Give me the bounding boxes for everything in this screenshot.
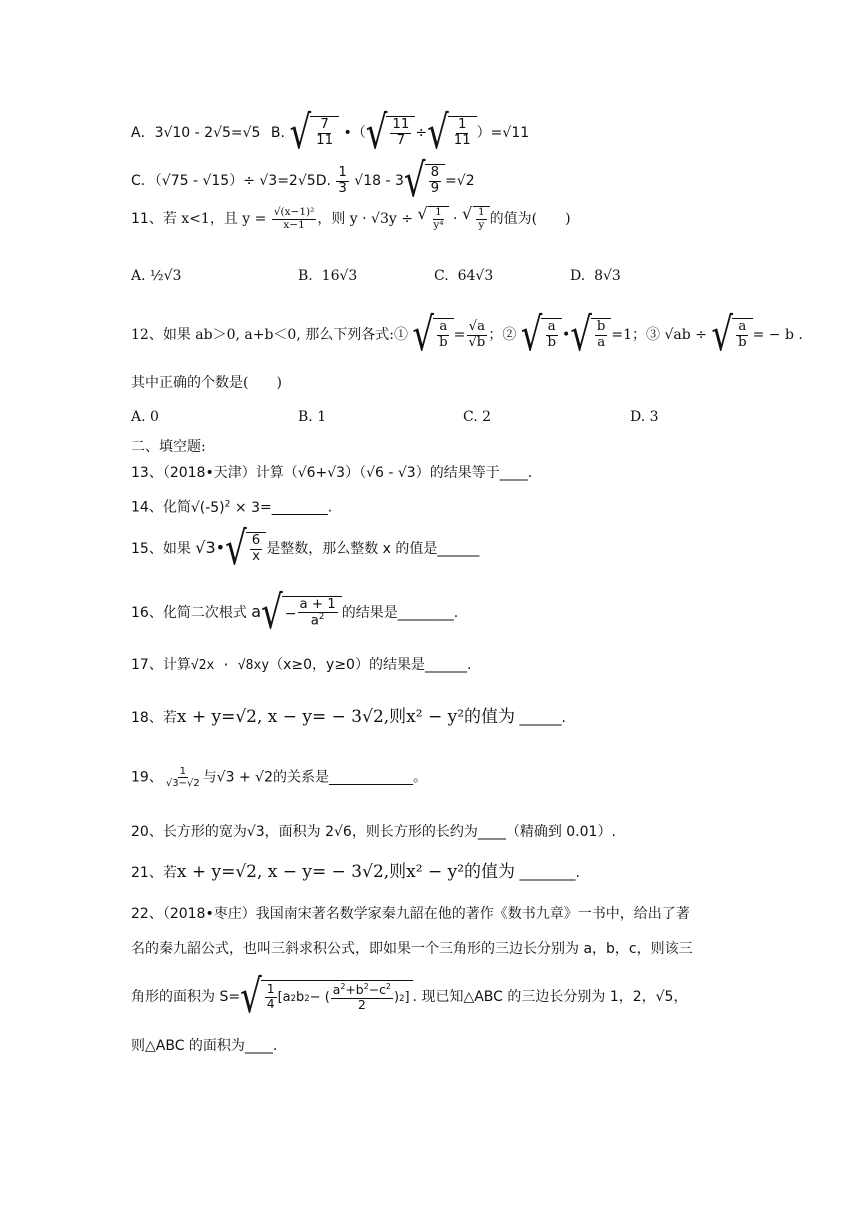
q11-option-b: B. 16√3 [298, 268, 358, 284]
q13-mid: ）（ [345, 465, 367, 481]
q12-option-c: C. 2 [463, 409, 492, 425]
q21-suffix: ________. [519, 865, 580, 881]
q11-y-def: y = $\frac{\text{√(x−1)²}}{x-1}$ [242, 206, 315, 231]
q17-suffix: （x≥0，y≥0）的结果是______. [269, 657, 472, 673]
q12-option-b: B. 1 [298, 409, 327, 425]
q12-stem: 12、如果 ab＞0, a+b＜0, 那么下列各式:① √ $\frac{a}{b}$ = $\frac{√a}{√b}$ ；② √ $\frac{a}{b}$ • √ $\frac{b}{a}$ =1；③ √ab ÷ √ $\frac{a}{b}$ = − b . [131, 308, 803, 362]
q11-option-c: C. 64√3 [434, 268, 494, 284]
q18-suffix: ______. [519, 710, 566, 726]
q12-expr2a: √ $\frac{a}{b}$ [521, 318, 562, 352]
q18-line [131, 707, 566, 728]
q17-prefix: 17、计算 [131, 657, 191, 673]
q15-expr: √3• [195, 538, 226, 557]
q10-option-d-rest: √18 - 3 [354, 173, 404, 189]
q12-expr3: √ab ÷ [664, 327, 712, 343]
q17-expr: √2x · √8xy [190, 658, 270, 673]
q13-expr2: √6 - √3 [366, 465, 416, 481]
q22-formula: √ $\frac{1}{4}$ [a 2 b 2 − ( $\frac{a^2+b^2-c^2}{2}$ ) 2 ] [240, 980, 412, 1014]
q19-prefix: 19、 [131, 769, 163, 786]
q22-line1: 22、（2018•枣庄）我国南宋著名数学家秦九韶在他的著作《数书九章》一书中，给出了著 [131, 906, 690, 922]
q10-line1 [131, 106, 530, 160]
q16-line [131, 586, 459, 640]
q13-line [131, 463, 532, 483]
q10-line2 [131, 154, 475, 208]
q10-option-d-frac: $\frac{1}{3}$ [338, 164, 347, 196]
q16-suffix: 的结果是________. [341, 605, 459, 621]
q13-expr1: √6+√3 [297, 465, 346, 481]
q11-option-a: A. ½√3 [131, 268, 182, 284]
q12-end: = − b . [752, 327, 803, 343]
q21-expr: x + y=√2, x − y= − 3√2,则x² − y²的值为 [176, 862, 516, 882]
q15-suffix: 是整数，那么整数 x 的值是______ [266, 541, 480, 557]
q12-prefix: 12、如果 ab＞0, a+b＜0, 那么下列各式:① [131, 327, 408, 343]
q12-expr3-radical: √ $\frac{a}{b}$ [711, 318, 752, 352]
q11-condition: x<1，且 [181, 211, 238, 228]
q22-line3 [131, 970, 688, 1024]
q11-tail: 的值为( ) [489, 211, 571, 228]
q19-mid: 与√3 + √2的关系是 [202, 769, 329, 786]
q16-expr: a [251, 602, 262, 621]
q22-line2: 名的秦九韶公式，也叫三斜求积公式，即如果一个三角形的三边长分别为 a，b，c，则该三 [131, 941, 693, 957]
q12-option-d: D. 3 [630, 409, 659, 425]
q15-radical: √ $\frac{6}{x}$ [225, 532, 266, 566]
q11-stem [131, 206, 571, 231]
q18-expr: x + y=√2, x − y= − 3√2,则x² − y²的值为 [176, 707, 516, 727]
q14-line [131, 494, 332, 518]
q16-radical: √ − $\frac{a + 1}{a^2}$ [261, 596, 342, 630]
q15-line [131, 522, 480, 576]
q12-sep2: =1；③ [611, 327, 661, 343]
q11-then: ，则 [317, 211, 346, 228]
q12-expr2b: √ $\frac{b}{a}$ [570, 318, 611, 352]
q14-suffix: =________. [259, 499, 333, 516]
q15-prefix: 15、如果 [131, 541, 191, 557]
q11-option-d: D. 8√3 [570, 268, 621, 284]
q13-suffix: ）的结果等于____. [415, 465, 533, 481]
q10-option-a: A．3√10 - 2√5=√5 [131, 125, 261, 141]
q19-line [131, 766, 427, 789]
q11-number: 11、若 [131, 211, 177, 228]
q21-prefix: 21、若 [131, 865, 177, 881]
q22-line4: 则△ABC 的面积为____. [131, 1038, 278, 1054]
q21-line [131, 862, 580, 883]
section-fill-in-title: 二、填空题: [131, 439, 206, 455]
q19-suffix: ____________。 [328, 769, 427, 786]
q12-question: 其中正确的个数是( ) [131, 375, 282, 391]
q10-option-b-label: B. [270, 125, 285, 141]
q14-expr: $√(-5)^2 \times 3$ [190, 499, 260, 516]
q10-option-c: C．（√75 - √15）÷ √3=2√5 [131, 173, 316, 189]
q22-given: . 现已知△ABC 的三边长分别为 1，2，√5， [412, 989, 688, 1005]
q12-expr1-radical: √ $\frac{a}{b}$ [412, 318, 453, 352]
q18-prefix: 18、若 [131, 710, 177, 726]
q20-line: 20、长方形的宽为√3，面积为 2√6，则长方形的长约为____（精确到 0.01）. [131, 824, 616, 840]
q10-option-d-label: D. [315, 173, 331, 189]
q10-option-d-radical: √ $\frac{8}{9}$ [404, 164, 445, 198]
q13-prefix: 13、（2018•天津）计算（ [131, 465, 298, 481]
q16-prefix: 16、化简二次根式 [131, 605, 247, 621]
q14-prefix: 14、化简 [131, 499, 191, 516]
q10-option-d-end: =√2 [445, 173, 475, 189]
q10-option-b-expr: √ $\frac{7}{11}$ •（ √ $\frac{11}{7}$ ÷ √ $\frac{1}{11}$ ）=√11 [289, 106, 530, 160]
q17-line [131, 655, 471, 676]
q12-sep1: ；② [488, 327, 517, 343]
q11-expression: y · √3y ÷ √ $\frac{1}{\text{y⁴}}$ · √ $\frac{1}{y}$ [350, 211, 490, 227]
q22-formula-prefix: 角形的面积为 S= [131, 989, 241, 1005]
q12-expr1-rhs: $\frac{√a}{√b}$ [468, 318, 486, 350]
q12-option-a: A. 0 [131, 409, 159, 425]
q19-frac: $\frac{1}{√3-√2}$ [165, 766, 200, 789]
